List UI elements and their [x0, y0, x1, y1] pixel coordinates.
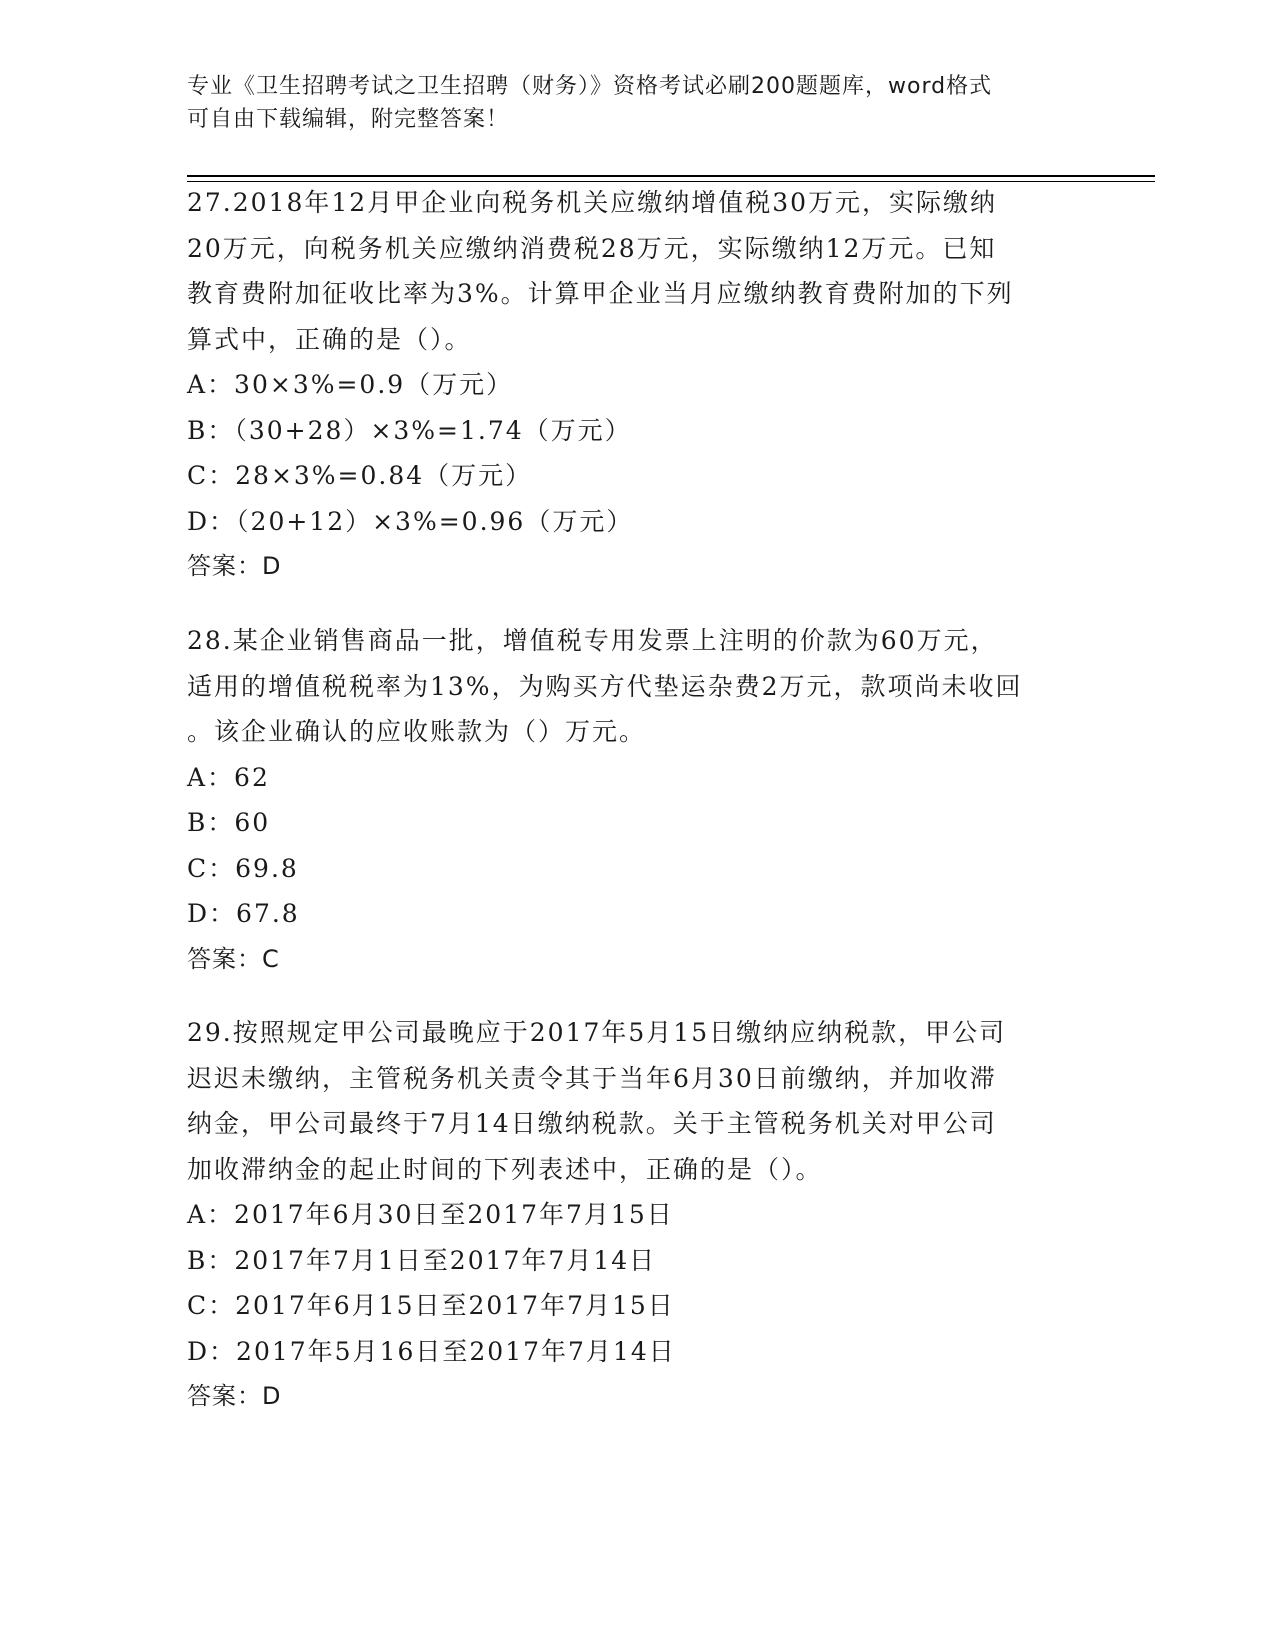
- option-a: A：62: [187, 762, 270, 792]
- option-c: C：28×3%=0.84（万元）: [187, 461, 533, 490]
- question-27: [187, 180, 1087, 590]
- option-a: A：2017年6月30日至2017年7月15日: [187, 1200, 674, 1229]
- option-d: D：67.8: [187, 899, 300, 928]
- question-text-line: 28.某企业销售商品一批，增值税专用发票上注明的价款为60万元，: [187, 626, 998, 655]
- option-c: C：2017年6月15日至2017年7月15日: [187, 1291, 675, 1320]
- question-text-line: 29.按照规定甲公司最晚应于2017年5月15日缴纳应纳税款，甲公司: [187, 1018, 1007, 1047]
- header-divider-thick: [187, 175, 1155, 177]
- document-header: [187, 70, 1087, 136]
- question-text-line: 教育费附加征收比率为3%。计算甲企业当月应缴纳教育费附加的下列: [187, 279, 1014, 308]
- question-29: [187, 1010, 1087, 1420]
- question-28: [187, 618, 1087, 982]
- question-text-line: 迟迟未缴纳，主管税务机关责令其于当年6月30日前缴纳，并加收滞: [187, 1063, 997, 1093]
- answer: 答案：C: [187, 944, 280, 973]
- question-text-line: 算式中，正确的是（）。: [187, 324, 472, 354]
- answer: 答案：D: [187, 1382, 282, 1410]
- option-c: C：69.8: [187, 853, 299, 883]
- question-text-line: 纳金，甲公司最终于7月14日缴纳税款。关于主管税务机关对甲公司: [187, 1109, 997, 1138]
- option-d: D：2017年5月16日至2017年7月14日: [187, 1336, 676, 1366]
- question-text-line: 加收滞纳金的起止时间的下列表述中，正确的是（）。: [187, 1154, 823, 1184]
- question-text-line: 适用的增值税税率为13%，为购买方代垫运杂费2万元，款项尚未收回: [187, 671, 1023, 701]
- header-line-1: 专业《卫生招聘考试之卫生招聘（财务）》资格考试必刷200题题库，word格式: [187, 74, 993, 99]
- option-b: B：60: [187, 808, 271, 837]
- option-b: B：2017年7月1日至2017年7月14日: [187, 1245, 657, 1275]
- option-d: D：（20+12）×3%=0.96（万元）: [187, 506, 634, 536]
- option-a: A：30×3%=0.9（万元）: [187, 370, 514, 399]
- question-text-line: 。该企业确认的应收账款为（）万元。: [187, 717, 647, 746]
- header-line-2: 可自由下载编辑，附完整答案！: [187, 107, 510, 132]
- question-text-line: 20万元，向税务机关应缴纳消费税28万元，实际缴纳12万元。已知: [187, 233, 997, 263]
- question-text-line: 27.2018年12月甲企业向税务机关应缴纳增值税30万元，实际缴纳: [187, 188, 998, 217]
- answer: 答案：D: [187, 552, 282, 580]
- option-b: B：（30+28）×3%=1.74（万元）: [187, 415, 632, 445]
